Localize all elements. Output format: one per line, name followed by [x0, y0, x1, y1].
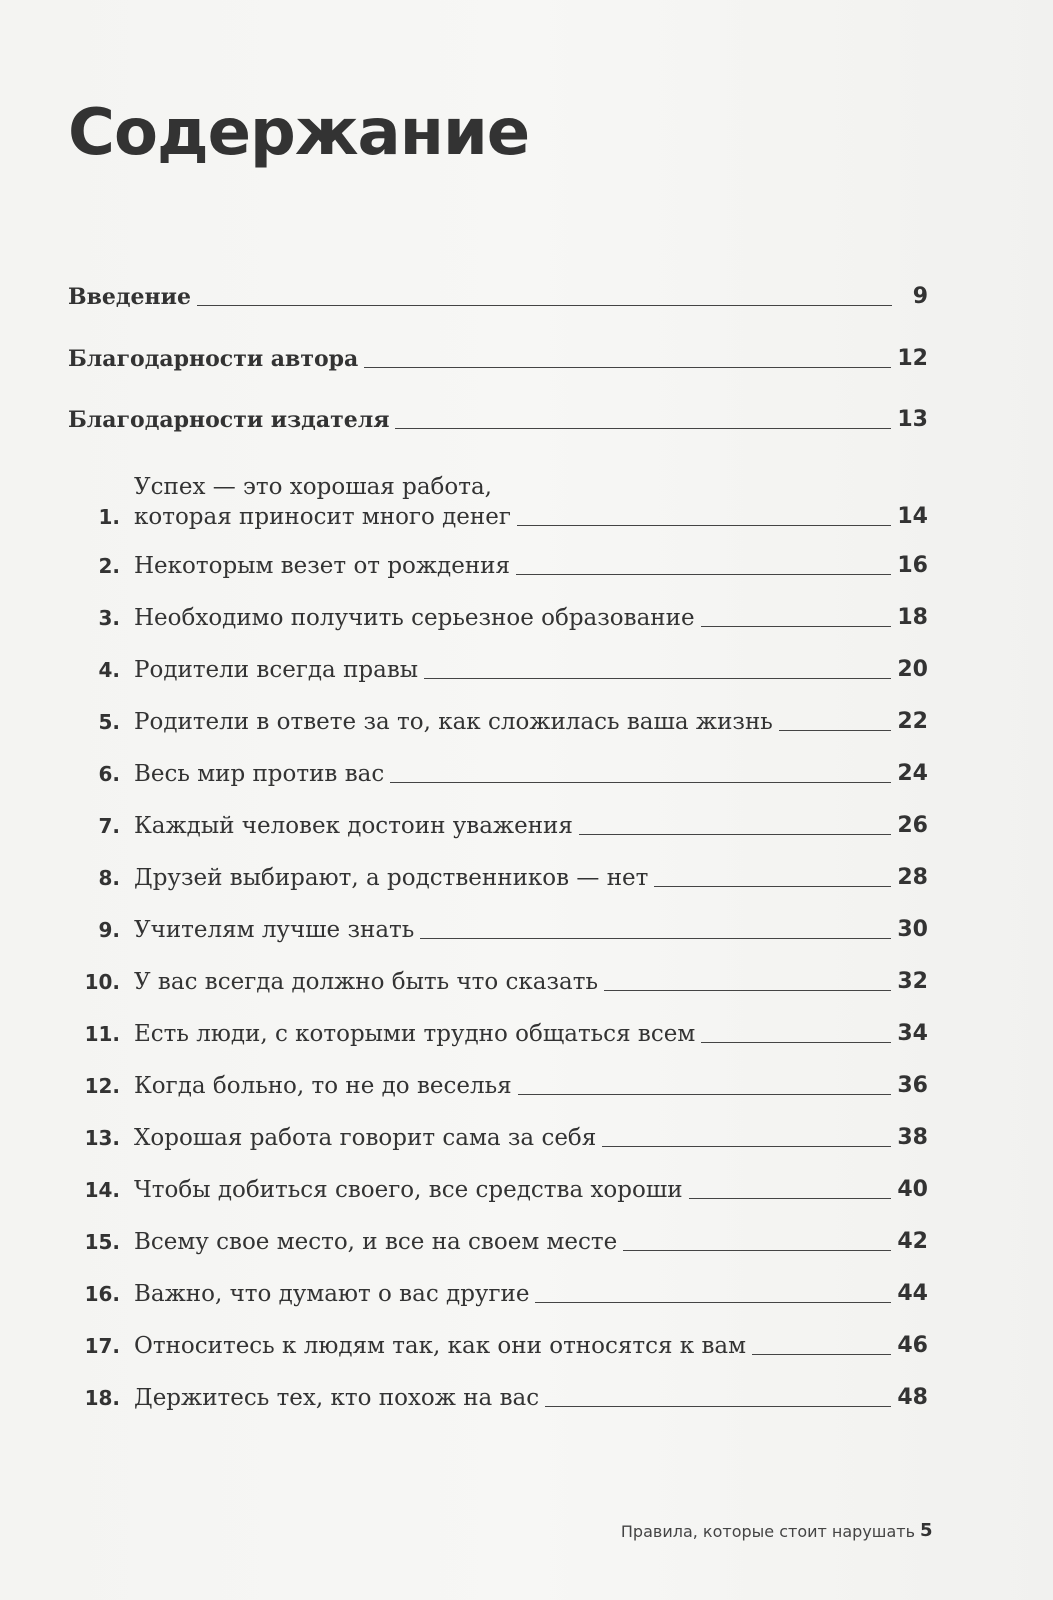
toc-entry-page: 28	[897, 865, 928, 890]
toc-entry-page: 18	[897, 605, 928, 630]
toc-entry-number: 9.	[98, 918, 120, 942]
toc-entry-chapter	[68, 967, 928, 997]
page-title: Содержание	[68, 96, 530, 170]
toc-entry-chapter	[68, 1331, 928, 1361]
toc-entry-chapter	[68, 1123, 928, 1153]
toc-entry-page: 46	[897, 1333, 928, 1358]
toc-entry-label: Родители всегда правы	[134, 657, 419, 683]
toc-entry-publisher-thanks	[68, 405, 928, 435]
toc-entry-number: 6.	[98, 762, 120, 786]
toc-entry-label: Всему свое место, и все на своем месте	[134, 1229, 618, 1255]
toc-entry-chapter	[68, 603, 928, 633]
toc-entry-chapter	[68, 863, 928, 893]
dot-leader	[545, 1406, 891, 1407]
toc-entry-label: Когда больно, то не до веселья	[134, 1073, 512, 1099]
page-number: 5	[920, 1520, 933, 1541]
toc-entry-page: 44	[897, 1281, 928, 1306]
toc-entry-number: 7.	[98, 814, 120, 838]
dot-leader	[197, 305, 892, 306]
toc-entry-chapter	[68, 915, 928, 945]
toc-entry-label: Каждый человек достоин уважения	[134, 813, 573, 839]
toc-entry-number: 4.	[98, 658, 120, 682]
toc-entry-label: У вас всегда должно быть что сказать	[134, 969, 598, 995]
toc-entry-label: Некоторым везет от рождения	[134, 553, 510, 579]
dot-leader	[390, 782, 891, 783]
toc-entry-number: 18.	[84, 1386, 120, 1410]
toc-entry-chapter	[68, 1071, 928, 1101]
toc-entry-number: 12.	[84, 1074, 120, 1098]
toc-entry-number: 11.	[84, 1022, 120, 1046]
dot-leader	[779, 730, 892, 731]
dot-leader	[424, 678, 891, 679]
toc-entry-label: Хорошая работа говорит сама за себя	[134, 1125, 597, 1151]
toc-entry-author-thanks	[68, 344, 928, 374]
toc-entry-page: 13	[897, 407, 928, 432]
toc-entry-label: Благодарности автора	[68, 346, 359, 372]
toc-entry-label: Важно, что думают о вас другие	[134, 1281, 530, 1307]
dot-leader	[535, 1302, 891, 1303]
toc-entry-number: 14.	[84, 1178, 120, 1202]
toc-entry-page: 30	[897, 917, 928, 942]
toc-entry-label: Чтобы добиться своего, все средства хороши	[134, 1177, 683, 1203]
toc-entry-chapter	[68, 1227, 928, 1257]
toc-entry-chapter	[68, 551, 928, 581]
dot-leader	[689, 1198, 892, 1199]
toc-entry-page: 14	[897, 504, 928, 529]
toc-entry-number: 10.	[84, 970, 120, 994]
toc-entry-label: Введение	[68, 284, 191, 310]
dot-leader	[395, 428, 891, 429]
toc-entry-label: Учителям лучше знать	[134, 917, 415, 943]
toc-entry-page: 42	[897, 1229, 928, 1254]
toc-entry-page: 48	[897, 1385, 928, 1410]
toc-entry-label: Есть люди, с которыми трудно общаться всем	[134, 1021, 696, 1047]
toc-entry-chapter	[68, 1279, 928, 1309]
dot-leader	[517, 525, 891, 526]
toc-entry-chapter	[68, 1175, 928, 1205]
toc-entry-chapter	[68, 707, 928, 737]
toc-entry-chapter	[68, 1383, 928, 1413]
dot-leader	[623, 1250, 891, 1251]
toc-entry-label: Весь мир против вас	[134, 761, 385, 787]
toc-entry-number: 5.	[98, 710, 120, 734]
toc-entry-page: 24	[897, 761, 928, 786]
toc-entry-chapter	[68, 811, 928, 841]
toc-entry-chapter	[68, 1019, 928, 1049]
toc-entry-label: Друзей выбирают, а родственников — нет	[134, 865, 649, 891]
toc-entry-page: 16	[897, 553, 928, 578]
dot-leader	[604, 990, 891, 991]
toc-entry-chapter	[68, 759, 928, 789]
toc-entry-label: Относитесь к людям так, как они относятся к вам	[134, 1333, 747, 1359]
toc-entry-label: Необходимо получить серьезное образование	[134, 605, 695, 631]
toc-entry-page: 20	[897, 657, 928, 682]
dot-leader	[516, 574, 891, 575]
toc-entry-label: Родители в ответе за то, как сложилась ваша жизнь	[134, 709, 773, 735]
toc-entry-page: 9	[912, 284, 928, 309]
dot-leader	[701, 1042, 891, 1043]
dot-leader	[752, 1354, 891, 1355]
toc-entry-page: 40	[897, 1177, 928, 1202]
toc-entry-number: 13.	[84, 1126, 120, 1150]
toc-entry-number: 16.	[84, 1282, 120, 1306]
running-title: Правила, которые стоит нарушать	[620, 1522, 915, 1541]
dot-leader	[518, 1094, 892, 1095]
dot-leader	[420, 938, 891, 939]
dot-leader	[602, 1146, 891, 1147]
toc-entry-label: Успех — это хорошая работа, которая приносит много денег	[134, 474, 511, 530]
toc-entry-label: Благодарности издателя	[68, 407, 390, 433]
toc-entry-number: 15.	[84, 1230, 120, 1254]
toc-entry-number: 17.	[84, 1334, 120, 1358]
toc-entry-number: 1.	[98, 505, 120, 529]
toc-entry-intro	[68, 282, 928, 312]
toc-entry-number: 8.	[98, 866, 120, 890]
toc-entry-page: 36	[897, 1073, 928, 1098]
dot-leader	[364, 367, 891, 368]
toc-entry-number: 3.	[98, 606, 120, 630]
toc-entry-page: 38	[897, 1125, 928, 1150]
dot-leader	[701, 626, 892, 627]
toc-entry-label: Держитесь тех, кто похож на вас	[134, 1385, 540, 1411]
toc-entry-page: 26	[897, 813, 928, 838]
toc-entry-page: 12	[897, 346, 928, 371]
toc-entry-chapter	[68, 472, 928, 532]
dot-leader	[579, 834, 892, 835]
toc-entry-number: 2.	[98, 554, 120, 578]
toc-entry-chapter	[68, 655, 928, 685]
toc-entry-page: 32	[897, 969, 928, 994]
dot-leader	[654, 886, 891, 887]
toc-entry-page: 34	[897, 1021, 928, 1046]
toc-entry-page: 22	[897, 709, 928, 734]
